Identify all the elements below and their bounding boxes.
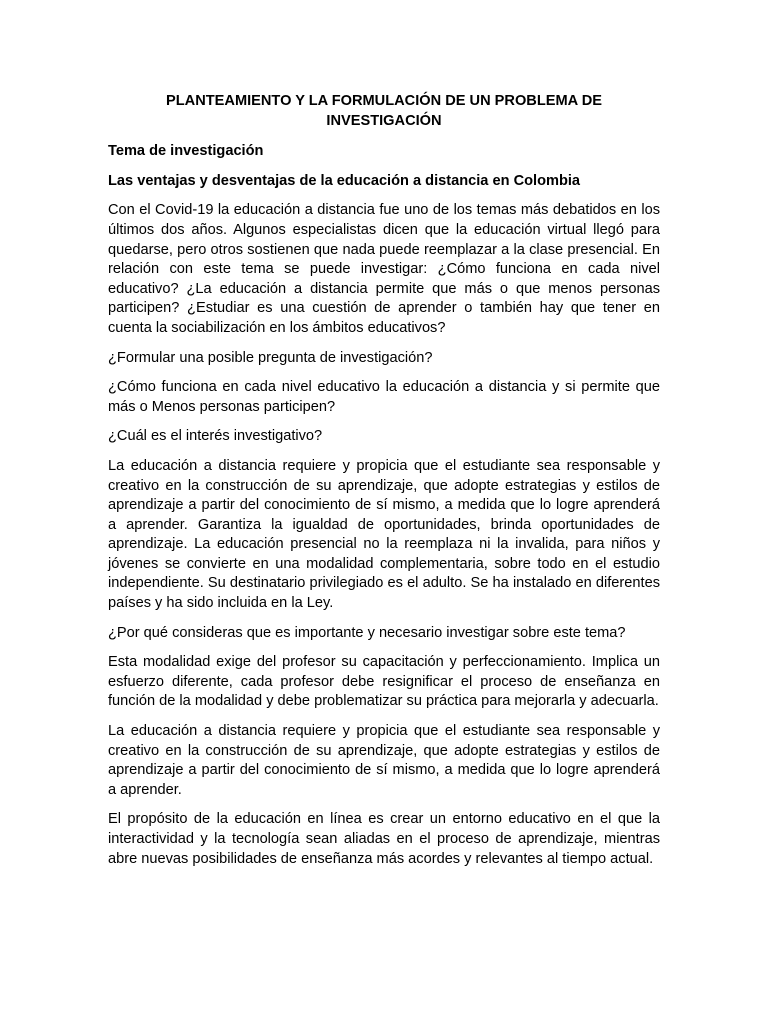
research-question: ¿Cómo funciona en cada nivel educativo la educación a distancia y si permite que más o Menos personas participen?: [108, 379, 660, 415]
topic-label: Tema de investigación: [108, 143, 264, 160]
importance-prompt: ¿Por qué consideras que es importante y necesario investigar sobre este tema?: [108, 624, 626, 641]
document-page: [108, 92, 660, 879]
intro-paragraph: Con el Covid-19 la educación a distancia fue uno de los temas más debatidos en los últimos dos años. Algunos especialistas dicen que la educación virtual llegó para quedarse, pero otros sostienen que nada puede reemplazar a la clase presencial. En relación con este tema se puede investigar: ¿Cómo funciona en cada nivel educativo? ¿La educación a distancia permite que más o que menos personas participen? ¿Estudiar es una cuestión de aprender o también hay que tener en cuenta la sociabilización en los ámbitos educativos?: [108, 202, 660, 336]
document-title: PLANTEAMIENTO Y LA FORMULACIÓN DE UN PROBLEMA DE INVESTIGACIÓN: [166, 93, 602, 129]
purpose-paragraph: El propósito de la educación en línea es crear un entorno educativo en el que la interactividad y la tecnología sean aliadas en el proceso de aprendizaje, mientras abre nuevas posibilidades de enseñanza más acordes y relevantes al tiempo actual.: [108, 811, 660, 867]
importance-paragraph: Esta modalidad exige del profesor su capacitación y perfeccionamiento. Implica un esfuerzo diferente, cada profesor debe resignificar el proceso de enseñanza en función de la modalidad y debe problematizar su práctica para mejorarla y adecuarla.: [108, 654, 660, 710]
learning-paragraph: La educación a distancia requiere y propicia que el estudiante sea responsable y creativo en la construcción de su aprendizaje, que adopte estrategias y estilos de aprendizaje a partir del conocimiento de sí mismo, a medida que lo logre aprenderá a aprender.: [108, 723, 660, 798]
interest-paragraph: La educación a distancia requiere y propicia que el estudiante sea responsable y creativo en la construcción de su aprendizaje, que adopte estrategias y estilos de aprendizaje a partir del conocimiento de sí mismo, a medida que lo logre aprenderá a aprender. Garantiza la igualdad de oportunidades, brinda oportunidades de aprendizaje. La educación presencial no la reemplaza ni la invalida, para niños y jóvenes se convierte en una modalidad complementaria, sobre todo en el estudio independiente. Su destinatario privilegiado es el adulto. Se ha instalado en diferentes países y ha sido incluida en la Ley.: [108, 457, 660, 612]
topic-heading: Las ventajas y desventajas de la educación a distancia en Colombia: [108, 172, 581, 189]
question-prompt: ¿Formular una posible pregunta de investigación?: [108, 349, 433, 366]
interest-prompt: ¿Cuál es el interés investigativo?: [108, 428, 323, 445]
